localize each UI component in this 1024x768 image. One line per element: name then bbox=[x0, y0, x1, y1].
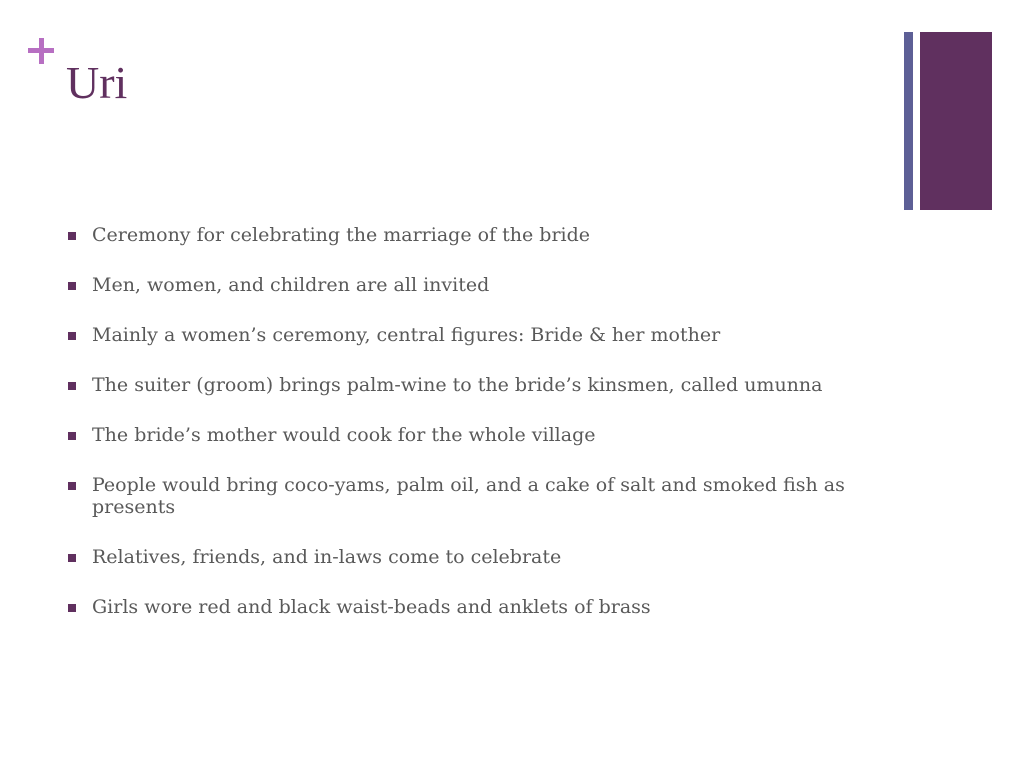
accent-bar-thin bbox=[904, 32, 913, 210]
square-bullet-icon bbox=[68, 604, 76, 612]
bullet-item bbox=[68, 596, 898, 618]
square-bullet-icon bbox=[68, 332, 76, 340]
bullet-text: Relatives, friends, and in-laws come to celebrate bbox=[92, 546, 562, 568]
bullet-item bbox=[68, 546, 898, 568]
bullet-text: The bride’s mother would cook for the whole village bbox=[92, 424, 596, 446]
accent-bar-thick bbox=[920, 32, 992, 210]
square-bullet-icon bbox=[68, 382, 76, 390]
bullet-text: The suiter (groom) brings palm-wine to the bride’s kinsmen, called umunna bbox=[92, 374, 823, 396]
bullet-list bbox=[68, 224, 898, 646]
bullet-text: Ceremony for celebrating the marriage of the bride bbox=[92, 224, 591, 246]
bullet-text: Mainly a women’s ceremony, central figures: Bride & her mother bbox=[92, 324, 721, 346]
square-bullet-icon bbox=[68, 282, 76, 290]
bullet-item bbox=[68, 274, 898, 296]
square-bullet-icon bbox=[68, 232, 76, 240]
bullet-text: Girls wore red and black waist-beads and anklets of brass bbox=[92, 596, 651, 618]
bullet-item bbox=[68, 474, 898, 518]
bullet-item bbox=[68, 224, 898, 246]
plus-icon bbox=[26, 36, 56, 66]
square-bullet-icon bbox=[68, 432, 76, 440]
square-bullet-icon bbox=[68, 482, 76, 490]
bullet-text: People would bring coco-yams, palm oil, and a cake of salt and smoked fish as presents bbox=[92, 474, 845, 518]
slide-title: Uri bbox=[66, 57, 128, 108]
bullet-item bbox=[68, 374, 898, 396]
bullet-item bbox=[68, 324, 898, 346]
bullet-text: Men, women, and children are all invited bbox=[92, 274, 490, 296]
bullet-item bbox=[68, 424, 898, 446]
square-bullet-icon bbox=[68, 554, 76, 562]
